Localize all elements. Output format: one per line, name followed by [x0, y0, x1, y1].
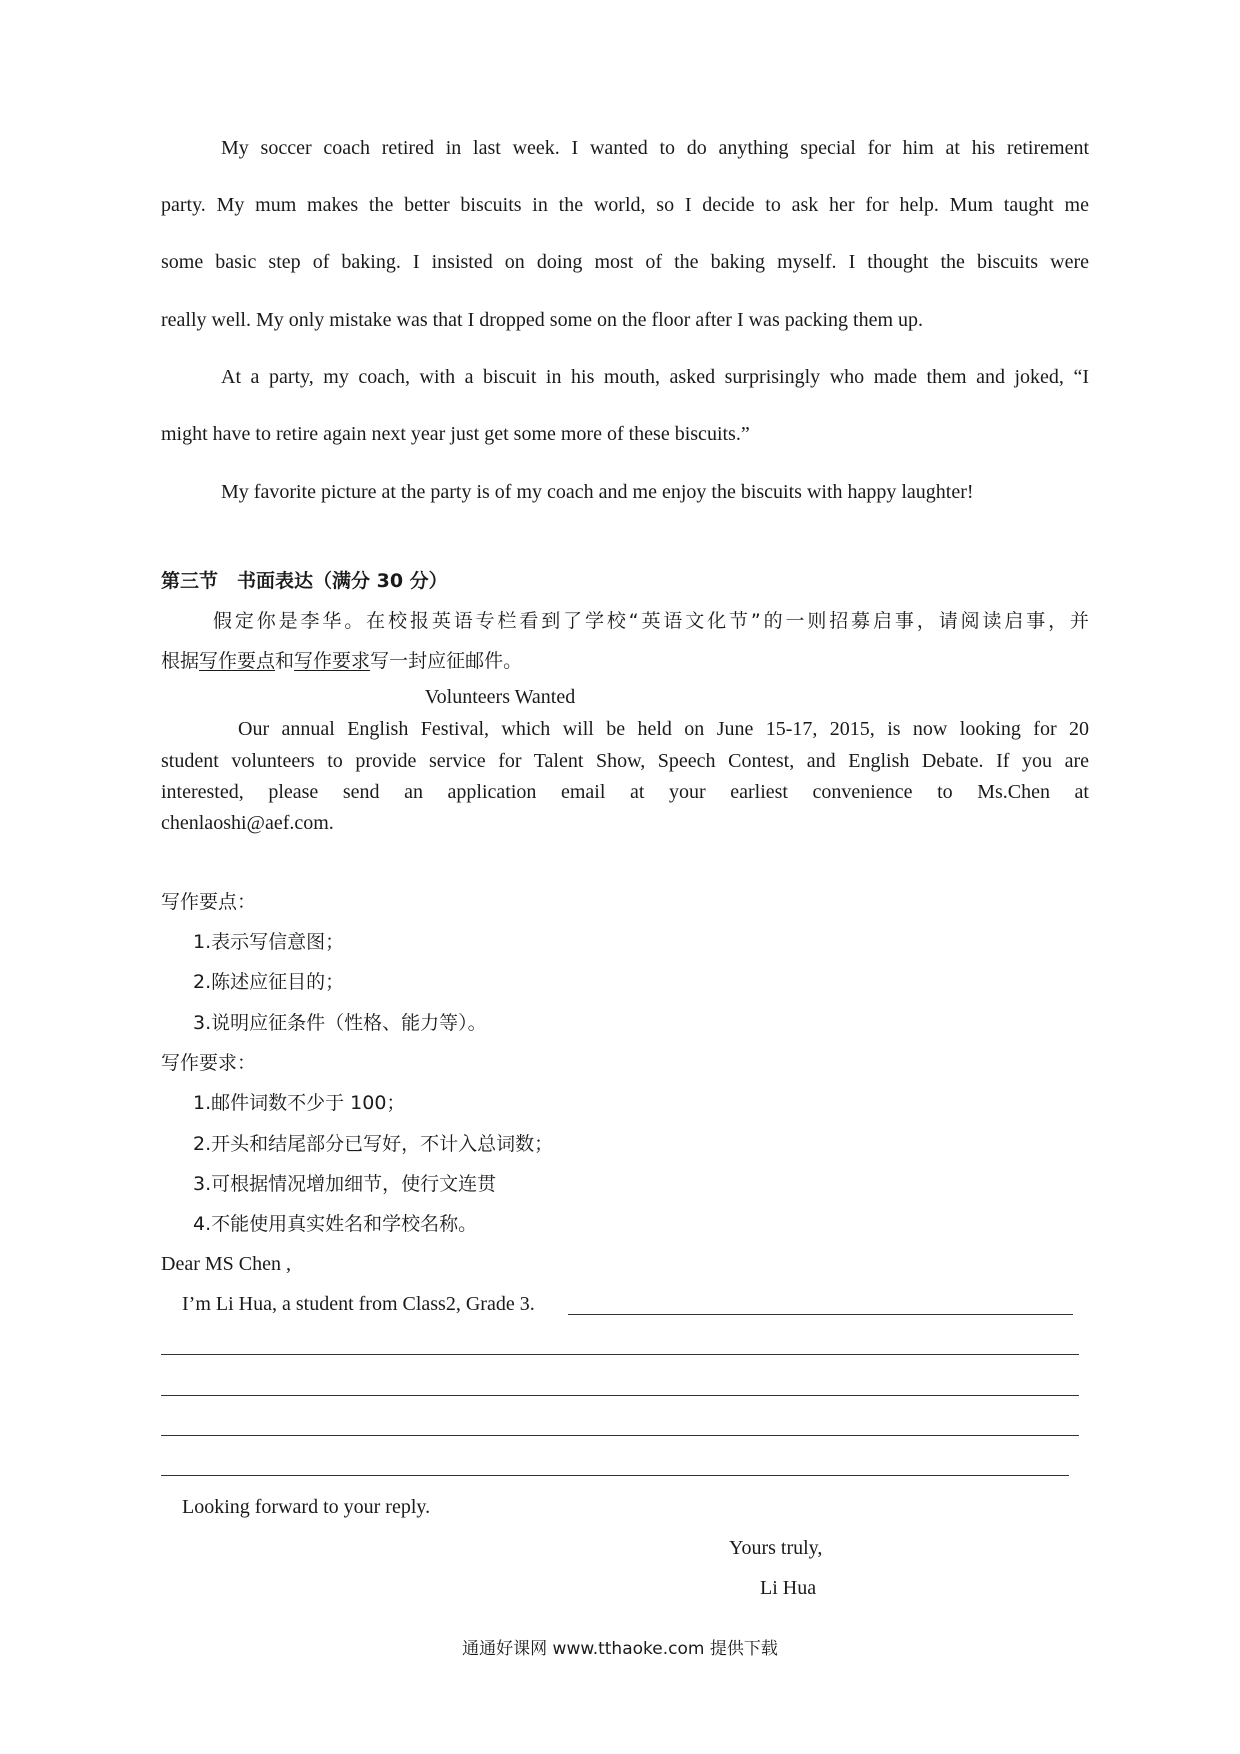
passage-line-7: My favorite picture at the party is of my coach and me enjoy the biscuits with happy laughter!	[221, 481, 974, 503]
key-point-item: 3.说明应征条件（性格、能力等）。	[193, 1012, 487, 1034]
requirement-item: 3.可根据情况增加细节，使行文连贯	[193, 1173, 497, 1195]
notice-line-3: interested, please send an application email at your earliest convenience to Ms.Chen at	[161, 781, 1089, 803]
page-footer: 通通好课网 www.tthaoke.com 提供下载	[462, 1639, 778, 1659]
notice-title: Volunteers Wanted	[424, 686, 576, 708]
requirement-item: 2.开头和结尾部分已写好，不计入总词数；	[193, 1133, 554, 1155]
writing-blank-line[interactable]	[161, 1475, 1069, 1476]
writing-blank-line[interactable]	[161, 1435, 1079, 1436]
letter-salutation: Dear MS Chen ,	[161, 1253, 291, 1275]
intro-underlined-key-points: 写作要点	[199, 650, 276, 672]
requirement-item: 1.邮件词数不少于 100；	[193, 1092, 406, 1114]
passage-line-3: some basic step of baking. I insisted on doing most of the baking myself. I thought the biscuits were	[161, 251, 1089, 273]
letter-opening: I’m Li Hua, a student from Class2, Grade 3.	[182, 1293, 535, 1315]
passage-line-2: party. My mum makes the better biscuits in the world, so I decide to ask her for help. Mum taught me	[161, 194, 1089, 216]
key-point-item: 1.表示写信意图；	[193, 931, 345, 953]
writing-blank-line[interactable]	[161, 1354, 1079, 1355]
notice-line-1: Our annual English Festival, which will be held on June 15-17, 2015, is now looking for 20	[238, 718, 1089, 740]
passage-line-6: might have to retire again next year just get some more of these biscuits.”	[161, 423, 750, 445]
intro-text: 写一封应征邮件。	[370, 650, 523, 672]
key-points-heading: 写作要点：	[161, 891, 257, 913]
key-point-item: 2.陈述应征目的；	[193, 971, 345, 993]
writing-blank-line[interactable]	[161, 1395, 1079, 1396]
passage-line-1: My soccer coach retired in last week. I wanted to do anything special for him at his retirement	[221, 137, 1089, 159]
requirement-item: 4.不能使用真实姓名和学校名称。	[193, 1213, 478, 1235]
requirements-heading: 写作要求：	[161, 1052, 257, 1074]
intro-text: 根据	[161, 650, 200, 672]
letter-closing: Looking forward to your reply.	[182, 1496, 431, 1518]
intro-text: 和	[275, 650, 295, 672]
notice-line-4: chenlaoshi@aef.com.	[161, 812, 334, 834]
section-intro-line-1: 假定你是李华。在校报英语专栏看到了学校“英语文化节”的一则招募启事，请阅读启事，并	[213, 610, 1089, 632]
letter-signature: Li Hua	[760, 1577, 817, 1599]
letter-signoff: Yours truly,	[729, 1537, 823, 1559]
notice-line-2: student volunteers to provide service for Talent Show, Speech Contest, and English Debate. If you are	[161, 750, 1089, 772]
passage-line-4: really well. My only mistake was that I dropped some on the floor after I was packing them up.	[161, 309, 924, 331]
intro-underlined-requirements: 写作要求	[294, 650, 371, 672]
section-title: 第三节 书面表达（满分 30 分）	[161, 570, 448, 592]
passage-line-5: At a party, my coach, with a biscuit in his mouth, asked surprisingly who made them and joked, “I	[221, 366, 1089, 388]
section-intro-line-2	[161, 648, 522, 674]
writing-blank-line[interactable]	[568, 1314, 1073, 1315]
